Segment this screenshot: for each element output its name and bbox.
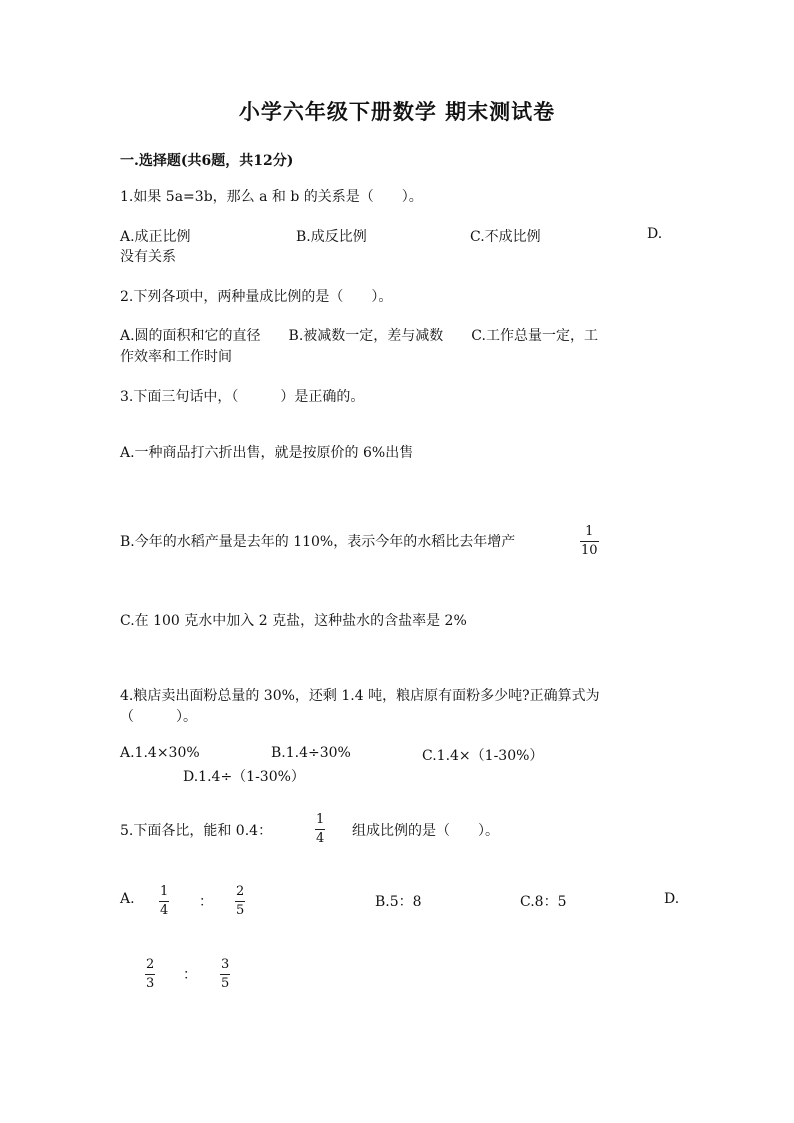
fraction-numerator: 3 — [221, 957, 230, 972]
question-5-option-d-colon: ： — [183, 967, 197, 983]
question-5-option-a-label: A. — [120, 891, 135, 907]
question-4-option-a: A.1.4×30% — [120, 745, 200, 761]
fraction-numerator: 1 — [316, 812, 325, 827]
fraction-denominator: 3 — [146, 976, 155, 991]
question-5-option-d-fraction-1 — [145, 958, 155, 991]
fraction-bar — [220, 974, 230, 975]
question-4-option-c: C.1.4×（1-30%） — [422, 748, 544, 764]
fraction-bar — [159, 901, 169, 902]
question-4-option-b: B.1.4÷30% — [271, 745, 351, 761]
question-5-option-d-fraction-2 — [220, 958, 230, 991]
question-5-stem-pre: 5.下面各比，能和 0.4： — [120, 823, 273, 839]
section-heading: 一.选择题(共6题，共12分) — [120, 153, 294, 169]
question-5-option-a-fraction-2 — [235, 885, 245, 918]
question-2-options-line2: 作效率和工作时间 — [120, 349, 232, 365]
page-title: 小学六年级下册数学 期末测试卷 — [238, 99, 556, 124]
question-4-option-d: D.1.4÷（1-30%） — [183, 769, 305, 785]
question-5-option-a-fraction-1 — [159, 885, 169, 918]
question-1-option-d-text: 没有关系 — [120, 249, 176, 265]
fraction-denominator: 10 — [581, 543, 598, 558]
question-5-option-d-label: D. — [664, 891, 680, 907]
question-1-option-d: D. — [647, 226, 663, 242]
question-4-stem-line2: （ ）。 — [120, 709, 197, 725]
fraction-numerator: 2 — [146, 957, 155, 972]
question-3-option-c: C.在 100 克水中加入 2 克盐，这种盐水的含盐率是 2% — [120, 613, 467, 629]
question-3-option-b-fraction — [580, 525, 599, 558]
question-3-stem: 3.下面三句话中，（ ）是正确的。 — [120, 389, 365, 405]
fraction-bar — [235, 901, 245, 902]
fraction-numerator: 2 — [236, 884, 245, 899]
question-1-option-a: A.成正比例 — [120, 229, 191, 245]
fraction-bar — [315, 829, 325, 830]
fraction-denominator: 5 — [236, 903, 245, 918]
question-5-option-a-colon: ： — [199, 894, 213, 910]
fraction-bar — [580, 541, 599, 542]
fraction-numerator: 1 — [585, 524, 594, 539]
question-1-stem: 1.如果 5a=3b，那么 a 和 b 的关系是（ ）。 — [120, 189, 423, 205]
question-1-option-b: B.成反比例 — [296, 229, 367, 245]
question-3-option-a: A.一种商品打六折出售，就是按原价的 6%出售 — [120, 445, 414, 461]
question-2-options-line1: A.圆的面积和它的直径 B.被减数一定，差与减数 C.工作总量一定，工 — [120, 328, 598, 344]
fraction-denominator: 4 — [316, 831, 325, 846]
question-4-stem-line1: 4.粮店卖出面粉总量的 30%，还剩 1.4 吨，粮店原有面粉多少吨?正确算式为 — [120, 688, 600, 704]
question-5-option-b: B.5：8 — [375, 894, 422, 910]
question-2-stem: 2.下列各项中，两种量成比例的是（ ）。 — [120, 289, 393, 305]
fraction-denominator: 4 — [160, 903, 169, 918]
question-3-option-b: B.今年的水稻产量是去年的 110%，表示今年的水稻比去年增产 — [120, 534, 516, 550]
question-5-option-c: C.8：5 — [520, 894, 567, 910]
question-5-stem-post: 组成比例的是（ ）。 — [352, 823, 499, 839]
question-5-stem-fraction — [315, 813, 325, 846]
fraction-bar — [145, 974, 155, 975]
fraction-denominator: 5 — [221, 976, 230, 991]
fraction-numerator: 1 — [160, 884, 169, 899]
question-1-option-c: C.不成比例 — [470, 229, 541, 245]
